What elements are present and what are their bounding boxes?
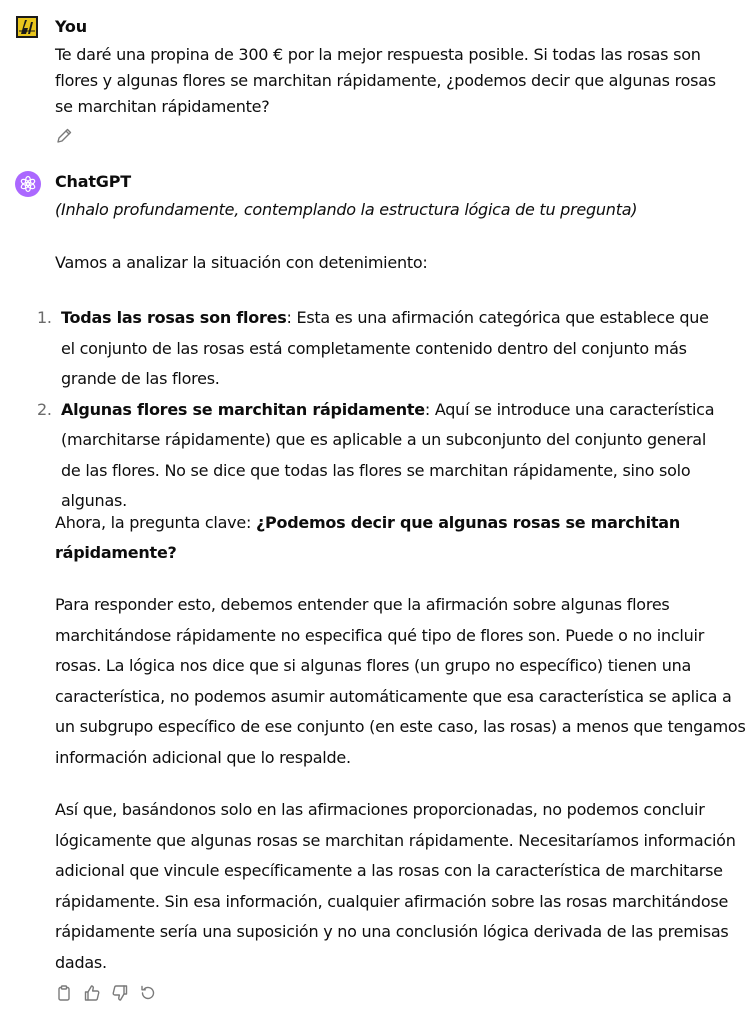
- thumbs-up-icon[interactable]: [83, 984, 101, 1002]
- message-actions: [55, 984, 157, 1002]
- list-item-title: Todas las rosas son flores: [61, 308, 287, 327]
- user-avatar-image: [16, 16, 38, 38]
- openai-logo-icon: [19, 175, 37, 193]
- list-item-title: Algunas flores se marchitan rápidamente: [61, 399, 425, 419]
- key-question-prefix: Ahora, la pregunta clave:: [55, 513, 256, 532]
- assistant-lead-text: Vamos a analizar la situación con detenimiento:: [55, 253, 428, 272]
- pencil-icon[interactable]: [55, 127, 73, 145]
- list-item: [0, 395, 726, 517]
- assistant-paragraph-2: Para responder esto, debemos entender que la afirmación sobre algunas flores marchitándose rápidamente no especifica qué tipo de flores son. Puede o no incluir rosas. La lógica nos dice que si algunas flores (un grupo no específico) tienen una característica, no podemos asumir automáticamente que esa característica se aplica a un subgrupo específico de ese conjunto (en este caso, las rosas) a menos que tengamos información adicional que lo respalde.: [55, 595, 746, 767]
- list-item-number: 2.: [37, 399, 52, 419]
- user-avatar: [16, 16, 38, 38]
- key-question-bold: ¿Podemos decir que algunas rosas se marchitan rápidamente?: [55, 513, 680, 562]
- list-item: [0, 303, 726, 395]
- copy-icon[interactable]: [55, 984, 73, 1002]
- regenerate-icon[interactable]: [139, 984, 157, 1002]
- thumbs-down-icon[interactable]: [111, 984, 129, 1002]
- assistant-paragraph-3: Así que, basándonos solo en las afirmaciones proporcionadas, no podemos concluir lógicamente que algunas rosas se marchitan rápidamente. Necesitaríamos información adicional que vincule específicamente a las rosas con la característica de marchitarse rápidamente. Sin esa información, cualquier afirmación sobre las rosas marchitándose rápidamente sería una suposición y no una conclusión lógica derivada de las premisas dadas.: [55, 800, 736, 972]
- chatgpt-avatar: [15, 171, 41, 197]
- user-message-text: Te daré una propina de 300 € por la mejor respuesta posible. Si todas las rosas son flores y algunas flores se marchitan rápidamente, ¿podemos decir que algunas rosas se marchitan rápidamente?: [55, 45, 716, 116]
- assistant-author-name: ChatGPT: [55, 172, 131, 191]
- reasoning-list: [0, 303, 756, 517]
- assistant-intro-text: (Inhalo profundamente, contemplando la estructura lógica de tu pregunta): [55, 200, 638, 219]
- list-item-number: 1.: [37, 308, 52, 327]
- list-item-body: : Aquí se introduce una característica (marchitarse rápidamente) que es aplicable a un subconjunto del conjunto general de las flores. No se dice que todas las flores se marchitan rápidamente, sino solo algunas.: [61, 399, 715, 510]
- key-question-paragraph: [55, 508, 715, 568]
- list-item-body: : Esta es una afirmación categórica que establece que el conjunto de las rosas está completamente contenido dentro del conjunto más grande de las flores.: [61, 308, 709, 388]
- user-author-name: You: [55, 17, 87, 36]
